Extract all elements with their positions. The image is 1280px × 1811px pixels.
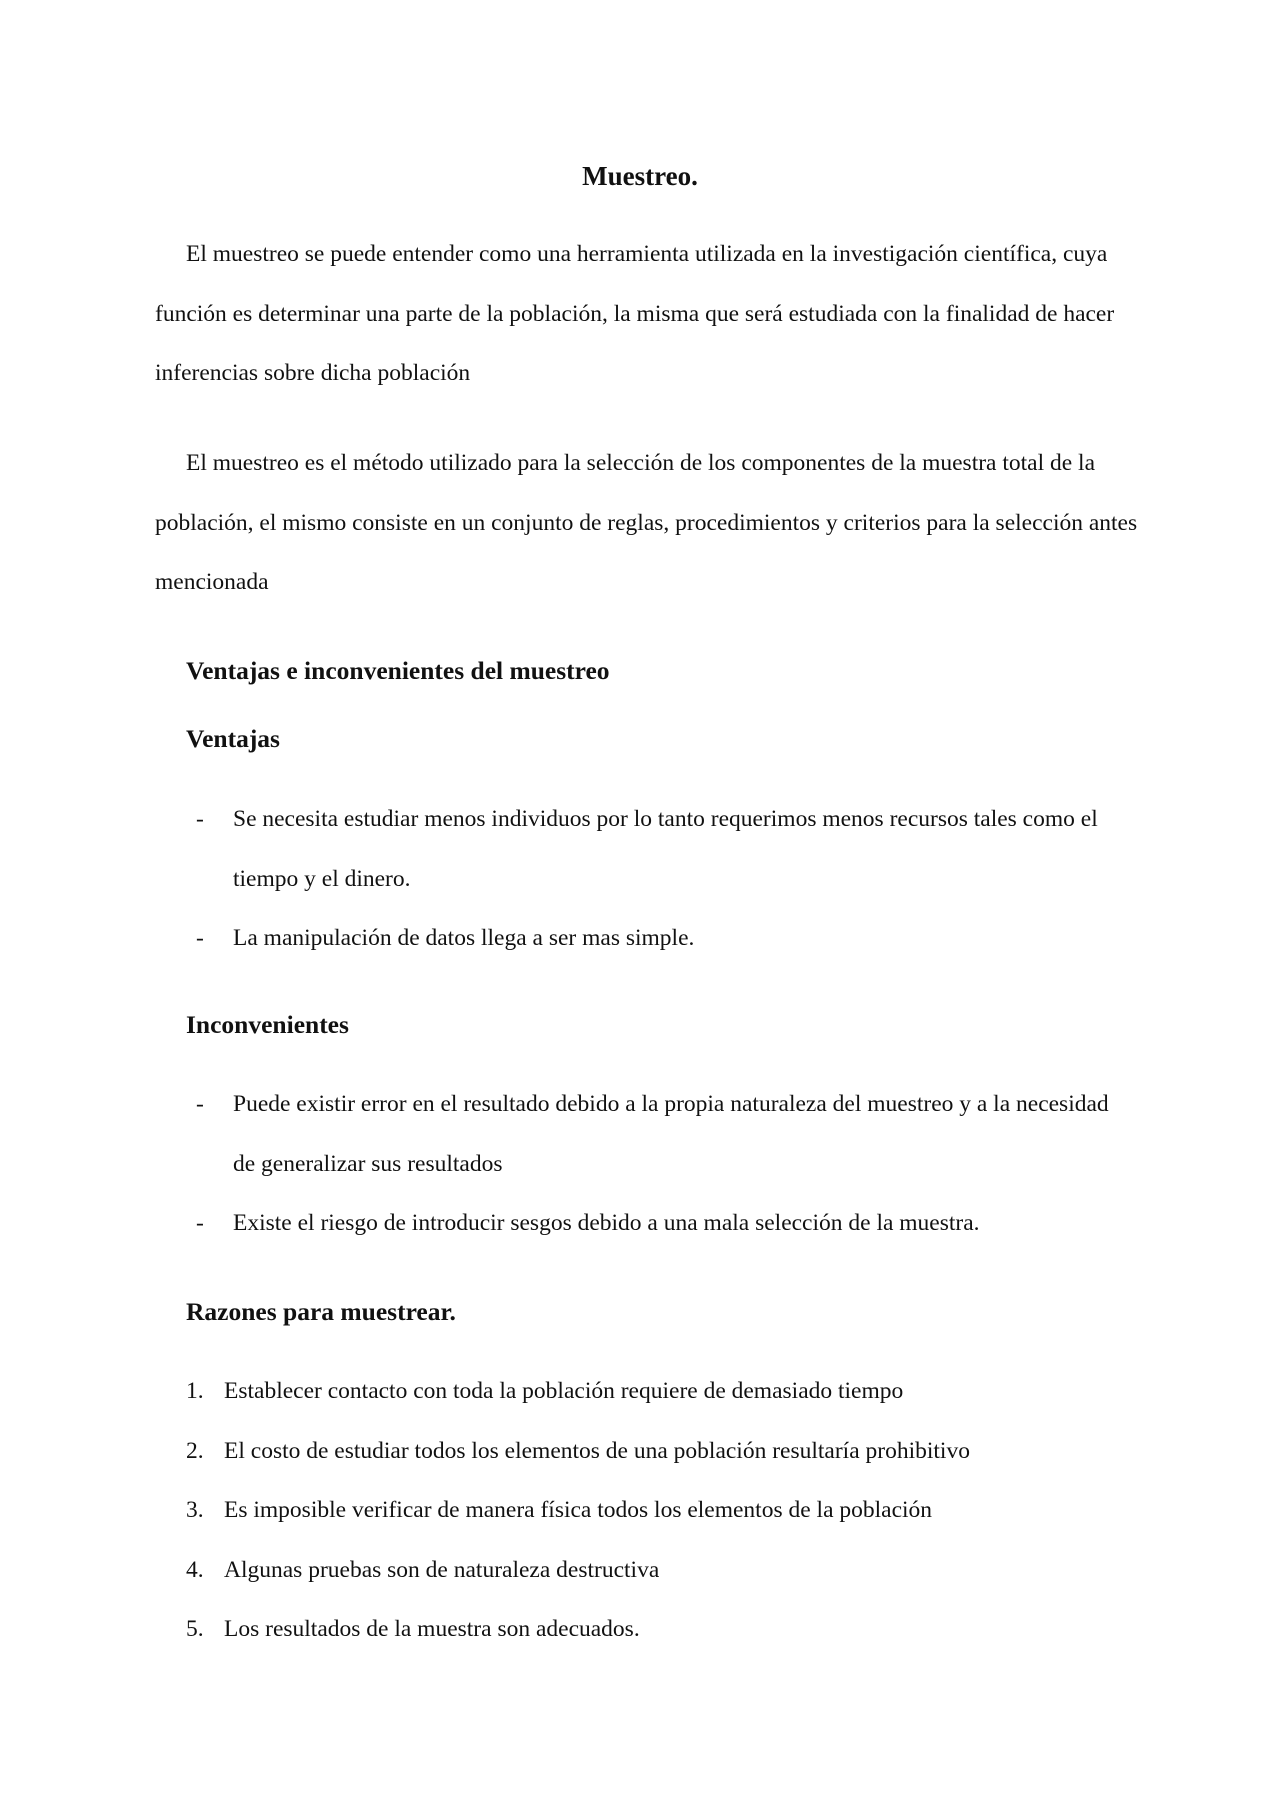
razones-list xyxy=(186,1362,1126,1660)
list-item-text: Algunas pruebas son de naturaleza destructiva xyxy=(224,1556,660,1583)
list-item-text: El costo de estudiar todos los elementos de una población resultaría prohibitivo xyxy=(224,1437,970,1464)
list-item-text: Se necesita estudiar menos individuos por lo tanto requerimos menos recursos tales como el tiempo y el dinero. xyxy=(233,806,1098,892)
dash-bullet: - xyxy=(196,1210,204,1236)
list-item-text: Es imposible verificar de manera física todos los elementos de la población xyxy=(224,1497,933,1523)
list-number: 2. xyxy=(186,1437,204,1464)
document-title: Muestreo. xyxy=(582,161,698,191)
list-item xyxy=(186,790,1126,909)
inconvenientes-list xyxy=(186,1075,1126,1254)
list-item xyxy=(186,909,1126,969)
list-item xyxy=(186,1600,1126,1660)
list-item-text: Establecer contacto con toda la población requiere de demasiado tiempo xyxy=(224,1378,904,1404)
section-heading-ventajas-inconvenientes: Ventajas e inconvenientes del muestreo xyxy=(186,656,610,685)
subheading-ventajas: Ventajas xyxy=(186,724,280,753)
list-item xyxy=(186,1422,1126,1482)
list-number: 1. xyxy=(186,1378,204,1404)
dash-bullet: - xyxy=(196,1091,204,1117)
dash-bullet: - xyxy=(196,806,204,832)
list-item xyxy=(186,1075,1126,1194)
subheading-inconvenientes: Inconvenientes xyxy=(186,1010,349,1039)
dash-bullet: - xyxy=(196,925,204,951)
list-item-text: Los resultados de la muestra son adecuados. xyxy=(224,1616,640,1642)
list-item xyxy=(186,1194,1126,1254)
list-number: 4. xyxy=(186,1556,204,1583)
list-item-text: Puede existir error en el resultado debido a la propia naturaleza del muestreo y a la necesidad de generalizar sus resultados xyxy=(233,1091,1109,1177)
list-item xyxy=(186,1481,1126,1541)
paragraph-intro: El muestreo se puede entender como una herramienta utilizada en la investigación científica, cuya función es determinar una parte de la población, la misma que será estudiada con la finalidad de hacer inferencias sobre dicha población xyxy=(155,241,1115,386)
paragraph-method: El muestreo es el método utilizado para la selección de los componentes de la muestra total de la población, el mismo consiste en un conjunto de reglas, procedimientos y criterios para la selección antes mencionada xyxy=(155,450,1138,595)
list-item-text: La manipulación de datos llega a ser mas simple. xyxy=(233,925,695,951)
list-item xyxy=(186,1541,1126,1601)
subheading-razones: Razones para muestrear. xyxy=(186,1297,456,1326)
ventajas-list xyxy=(186,790,1126,969)
list-number: 3. xyxy=(186,1497,204,1523)
list-item-text: Existe el riesgo de introducir sesgos debido a una mala selección de la muestra. xyxy=(233,1210,980,1236)
list-number: 5. xyxy=(186,1616,204,1642)
list-item xyxy=(186,1362,1126,1422)
